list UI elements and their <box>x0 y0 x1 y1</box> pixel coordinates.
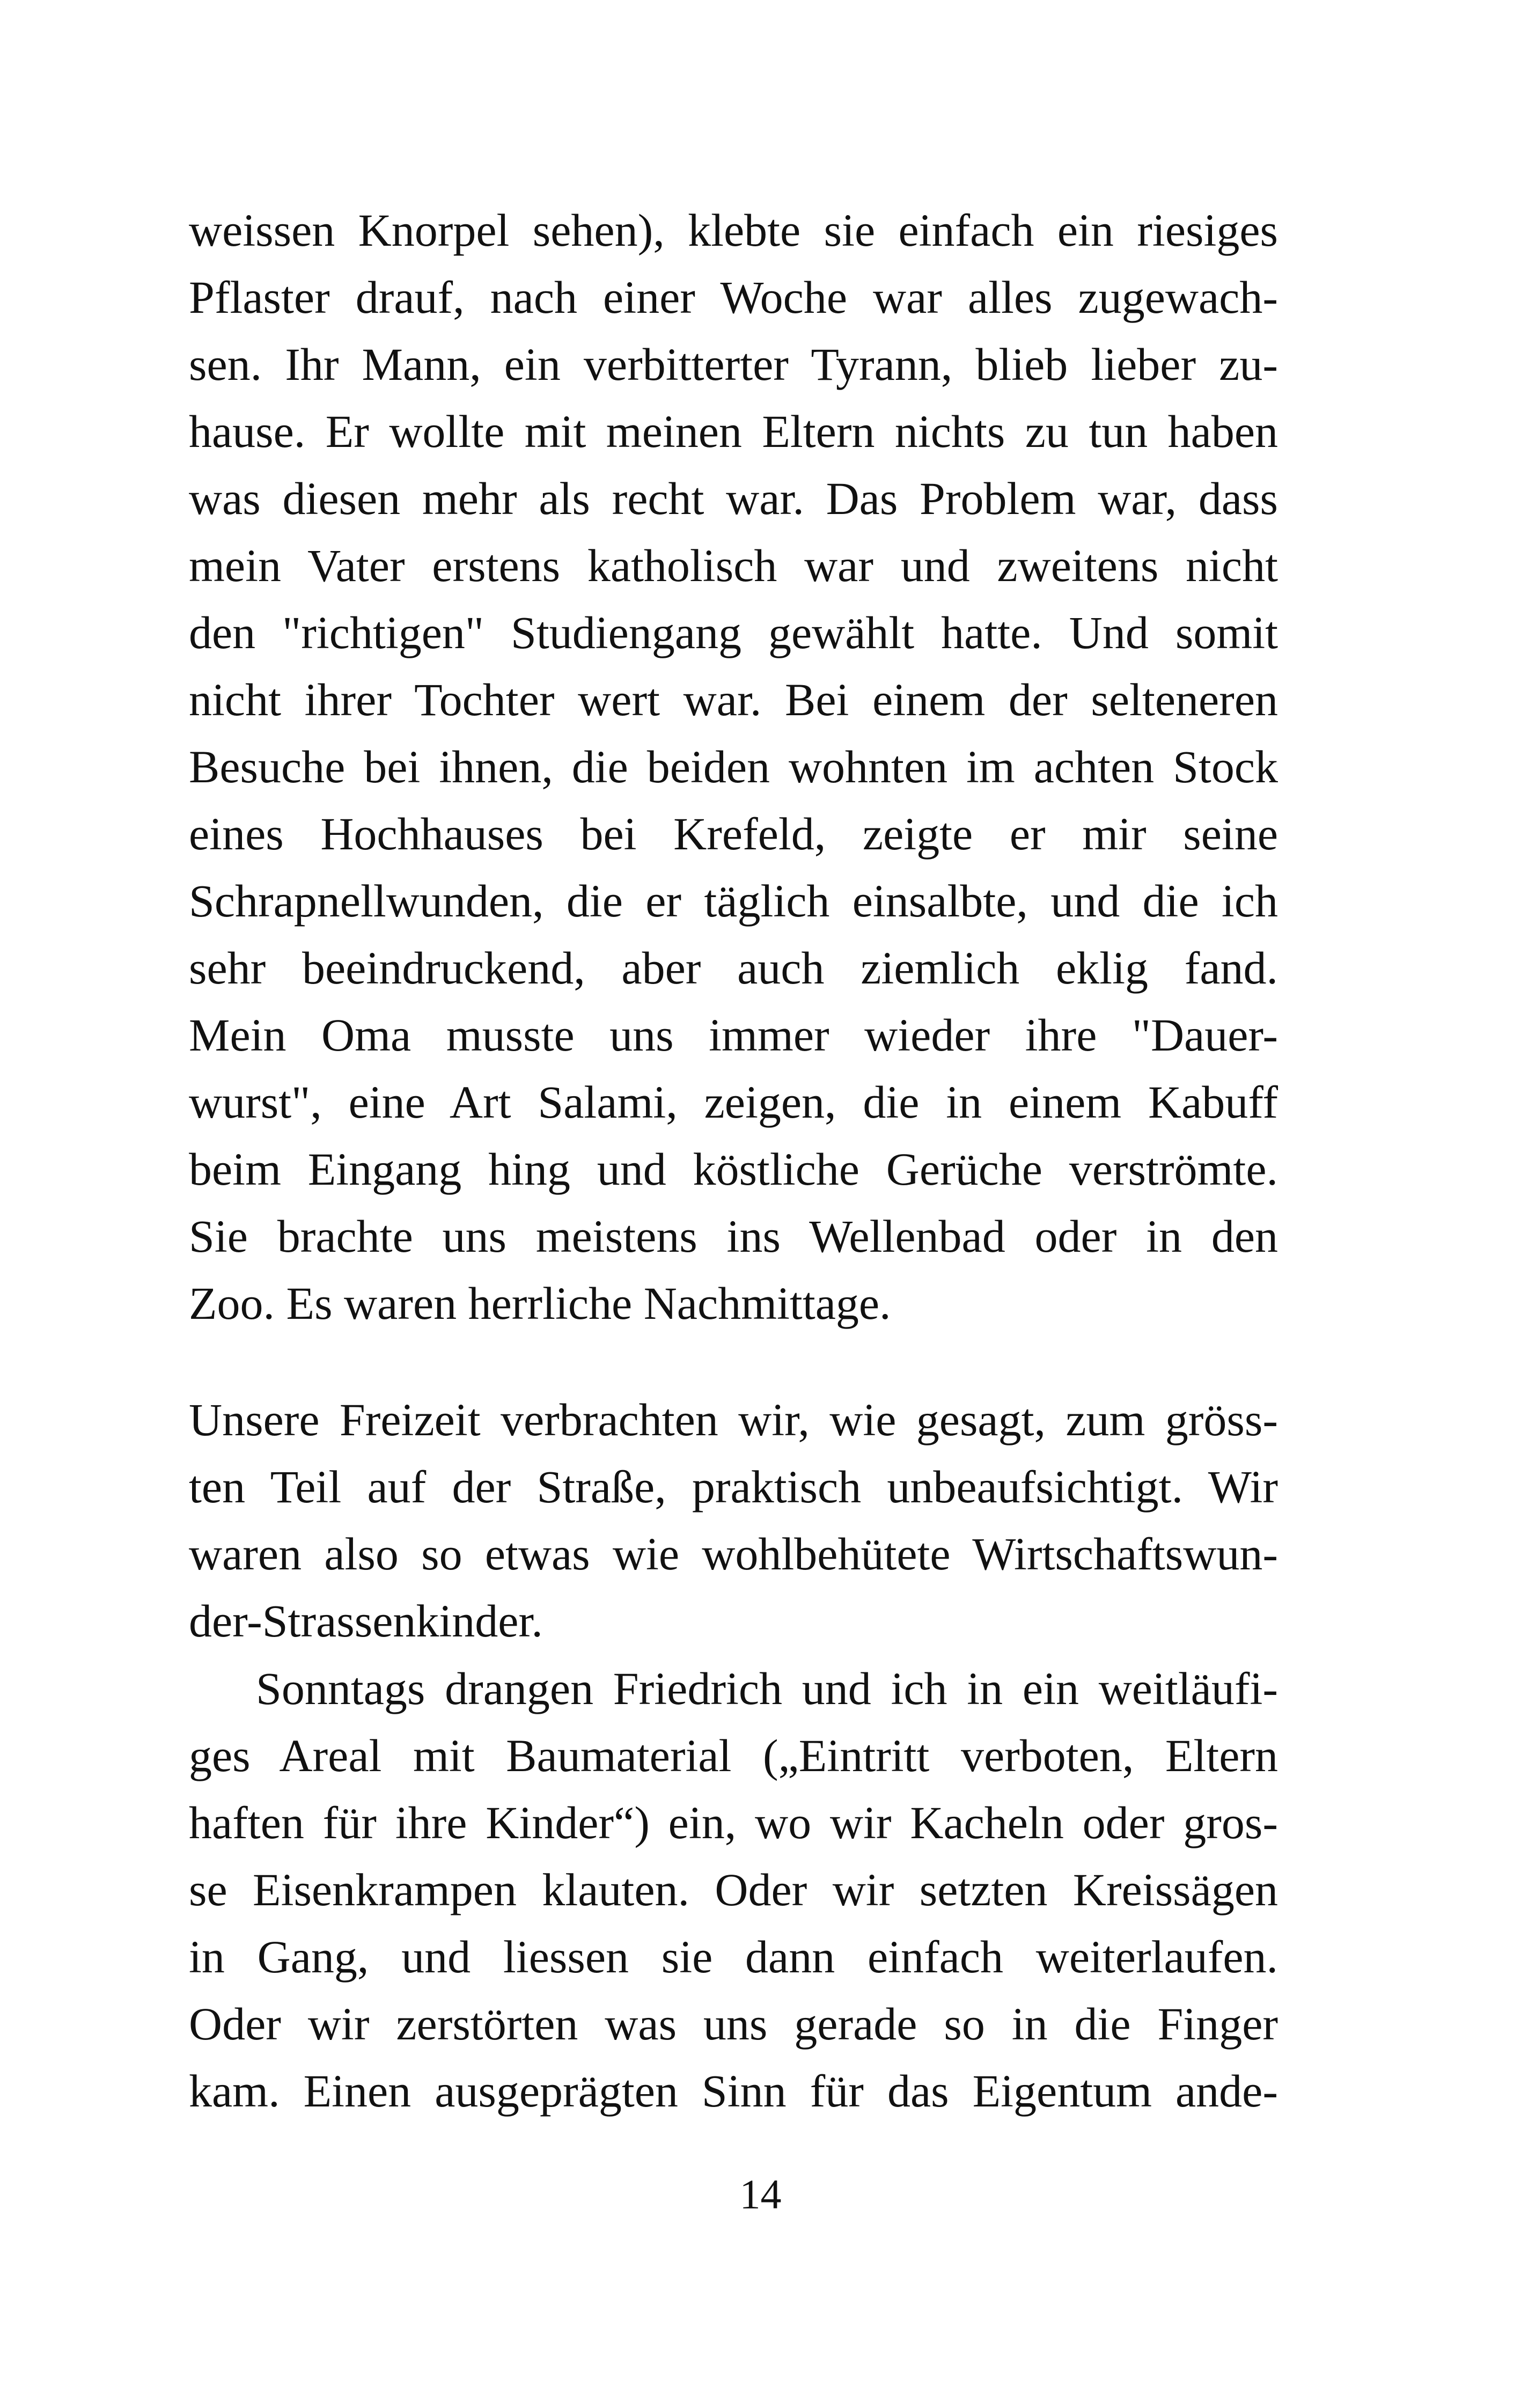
text-line: weissen Knorpel sehen), klebte sie einfach ein riesiges <box>189 204 1278 256</box>
text-line: ten Teil auf der Straße, praktisch unbeaufsichtigt. Wir <box>189 1461 1278 1513</box>
text-line: eines Hochhauses bei Krefeld, zeigte er mir seine <box>189 808 1278 860</box>
text-line: beim Eingang hing und köstliche Gerüche verströmte. <box>189 1143 1278 1195</box>
text-line: was diesen mehr als recht war. Das Problem war, dass <box>189 473 1278 524</box>
text-line: ges Areal mit Baumaterial („Eintritt verboten, Eltern <box>189 1730 1278 1781</box>
text-line: Pflaster drauf, nach einer Woche war alles zugewach- <box>189 271 1278 323</box>
text-line: kam. Einen ausgeprägten Sinn für das Eigentum ande- <box>189 2065 1278 2117</box>
text-line: Sie brachte uns meistens ins Wellenbad oder in den <box>189 1210 1278 1262</box>
text-line: Mein Oma musste uns immer wieder ihre "Dauer- <box>189 1009 1278 1061</box>
text-line: sehr beeindruckend, aber auch ziemlich eklig fand. <box>189 942 1278 994</box>
text-line: der-Strassenkinder. <box>189 1595 543 1647</box>
paragraph-3 <box>189 1655 1278 2125</box>
text-line: den "richtigen" Studiengang gewählt hatte. Und somit <box>189 607 1278 658</box>
text-line: mein Vater erstens katholisch war und zweitens nicht <box>189 540 1278 591</box>
page-number: 14 <box>739 2171 782 2218</box>
text-line: sen. Ihr Mann, ein verbitterter Tyrann, blieb lieber zu- <box>189 339 1278 390</box>
text-line: Unsere Freizeit verbrachten wir, wie gesagt, zum gröss- <box>189 1394 1278 1445</box>
paragraph-1 <box>189 197 1278 1337</box>
text-line: in Gang, und liessen sie dann einfach weiterlaufen. <box>189 1931 1278 1983</box>
text-line: Zoo. Es waren herrliche Nachmittage. <box>189 1278 891 1329</box>
text-line: Besuche bei ihnen, die beiden wohnten im achten Stock <box>189 741 1278 792</box>
text-line: wurst", eine Art Salami, zeigen, die in einem Kabuff <box>189 1076 1278 1128</box>
text-line: Sonntags drangen Friedrich und ich in ein weitläufi- <box>256 1663 1278 1714</box>
text-line: nicht ihrer Tochter wert war. Bei einem der selteneren <box>189 674 1278 725</box>
text-line: Schrapnellwunden, die er täglich einsalbte, und die ich <box>189 875 1278 927</box>
text-line: se Eisenkrampen klauten. Oder wir setzten Kreissägen <box>189 1864 1278 1915</box>
text-line: haften für ihre Kinder“) ein, wo wir Kacheln oder gros- <box>189 1797 1278 1848</box>
paragraph-2 <box>189 1386 1278 1655</box>
text-line: waren also so etwas wie wohlbehütete Wirtschaftswun- <box>189 1528 1278 1580</box>
text-line: hause. Er wollte mit meinen Eltern nichts zu tun haben <box>189 406 1278 457</box>
text-line: Oder wir zerstörten was uns gerade so in die Finger <box>189 1998 1278 2050</box>
